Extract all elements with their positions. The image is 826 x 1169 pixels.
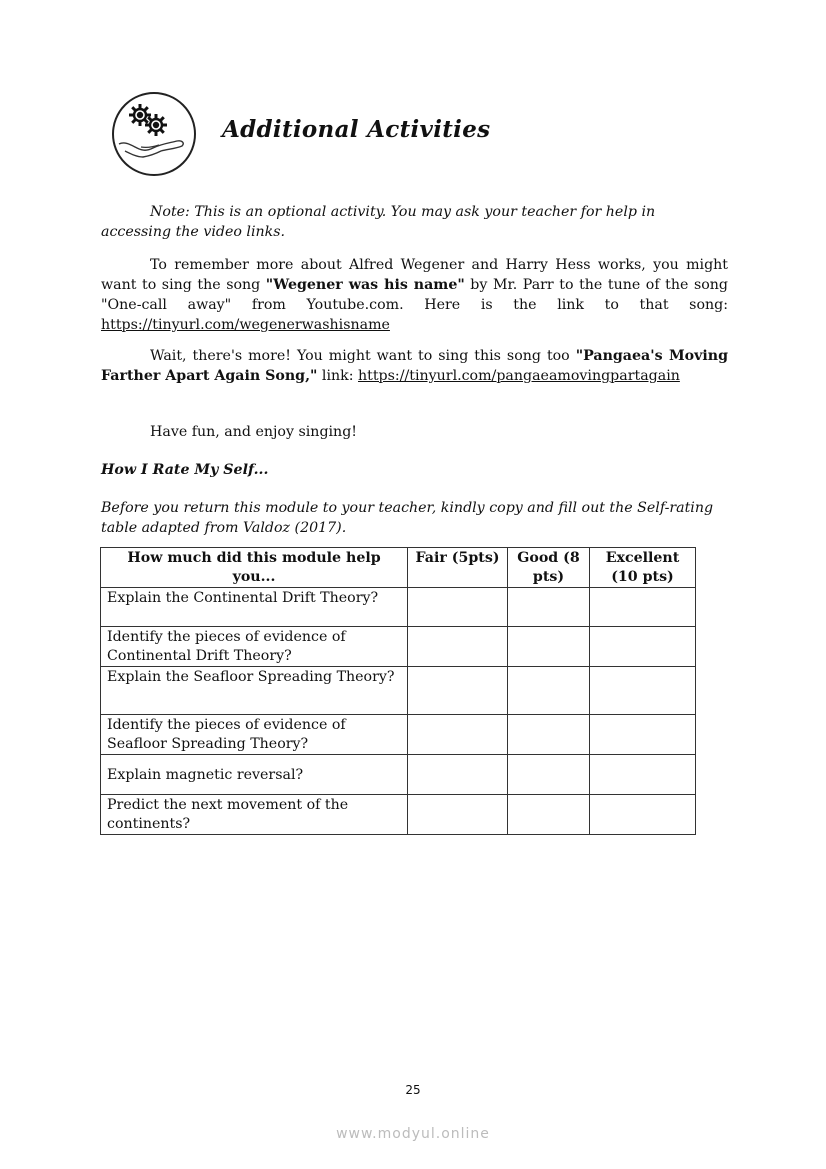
- optional-note: Note: This is an optional activity. You may ask your teacher for help in accessing the video links.: [101, 204, 656, 240]
- good-cell[interactable]: [508, 588, 590, 627]
- fair-cell[interactable]: [408, 588, 508, 627]
- song2-text-before: Wait, there's more! You might want to sing this song too: [150, 348, 576, 364]
- rating-heading: How I Rate My Self...: [101, 462, 269, 478]
- watermark: www.modyul.online: [336, 1126, 490, 1142]
- song1-link[interactable]: https://tinyurl.com/wegenerwashisname: [101, 317, 390, 333]
- fair-cell[interactable]: [408, 715, 508, 755]
- table-row: [101, 627, 696, 667]
- page-title: Additional Activities: [222, 116, 491, 143]
- rating-intro: Before you return this module to your teacher, kindly copy and fill out the Self-rating table adapted from Valdoz (2017).: [101, 500, 714, 536]
- row-question: Identify the pieces of evidence of Continental Drift Theory?: [101, 627, 408, 667]
- gears-in-hand-icon: [111, 91, 197, 177]
- row-question: Explain the Seafloor Spreading Theory?: [101, 667, 408, 715]
- header-excellent: Excellent (10 pts): [590, 548, 696, 588]
- song1-text-before: To remember more about Alfred Wegener and Harry Hess works, you might want to sing the song: [101, 257, 728, 293]
- song1-paragraph: [101, 255, 728, 335]
- song2-link[interactable]: https://tinyurl.com/pangaeamovingpartagain: [358, 368, 680, 384]
- fair-cell[interactable]: [408, 667, 508, 715]
- row-question: Predict the next movement of the continents?: [101, 795, 408, 835]
- song2-text-after: link:: [317, 368, 359, 384]
- closing-line: Have fun, and enjoy singing!: [150, 424, 357, 440]
- excellent-cell[interactable]: [590, 588, 696, 627]
- table-row: [101, 588, 696, 627]
- fair-cell[interactable]: [408, 627, 508, 667]
- good-cell[interactable]: [508, 795, 590, 835]
- excellent-cell[interactable]: [590, 755, 696, 795]
- table-header-row: [101, 548, 696, 588]
- song2-paragraph: [101, 346, 728, 386]
- song1-title: "Wegener was his name": [265, 277, 465, 293]
- good-cell[interactable]: [508, 667, 590, 715]
- table-row: [101, 715, 696, 755]
- excellent-cell[interactable]: [590, 667, 696, 715]
- song1-text-after: by Mr. Parr to the tune of the song "One-call away" from Youtube.com. Here is the link to that song:: [101, 277, 728, 313]
- excellent-cell[interactable]: [590, 795, 696, 835]
- table-row: [101, 795, 696, 835]
- header-good: Good (8 pts): [508, 548, 590, 588]
- good-cell[interactable]: [508, 755, 590, 795]
- page-number: 25: [405, 1083, 421, 1097]
- good-cell[interactable]: [508, 715, 590, 755]
- good-cell[interactable]: [508, 627, 590, 667]
- row-question: Explain magnetic reversal?: [101, 755, 408, 795]
- fair-cell[interactable]: [408, 755, 508, 795]
- song2-title: "Pangaea's Moving Farther Apart Again Song,": [101, 348, 728, 384]
- self-rating-table: [100, 547, 696, 835]
- header-question: How much did this module help you...: [101, 548, 408, 588]
- table-row: [101, 667, 696, 715]
- header-fair: Fair (5pts): [408, 548, 508, 588]
- excellent-cell[interactable]: [590, 715, 696, 755]
- table-row: [101, 755, 696, 795]
- fair-cell[interactable]: [408, 795, 508, 835]
- row-question: Explain the Continental Drift Theory?: [101, 588, 408, 627]
- excellent-cell[interactable]: [590, 627, 696, 667]
- row-question: Identify the pieces of evidence of Seafloor Spreading Theory?: [101, 715, 408, 755]
